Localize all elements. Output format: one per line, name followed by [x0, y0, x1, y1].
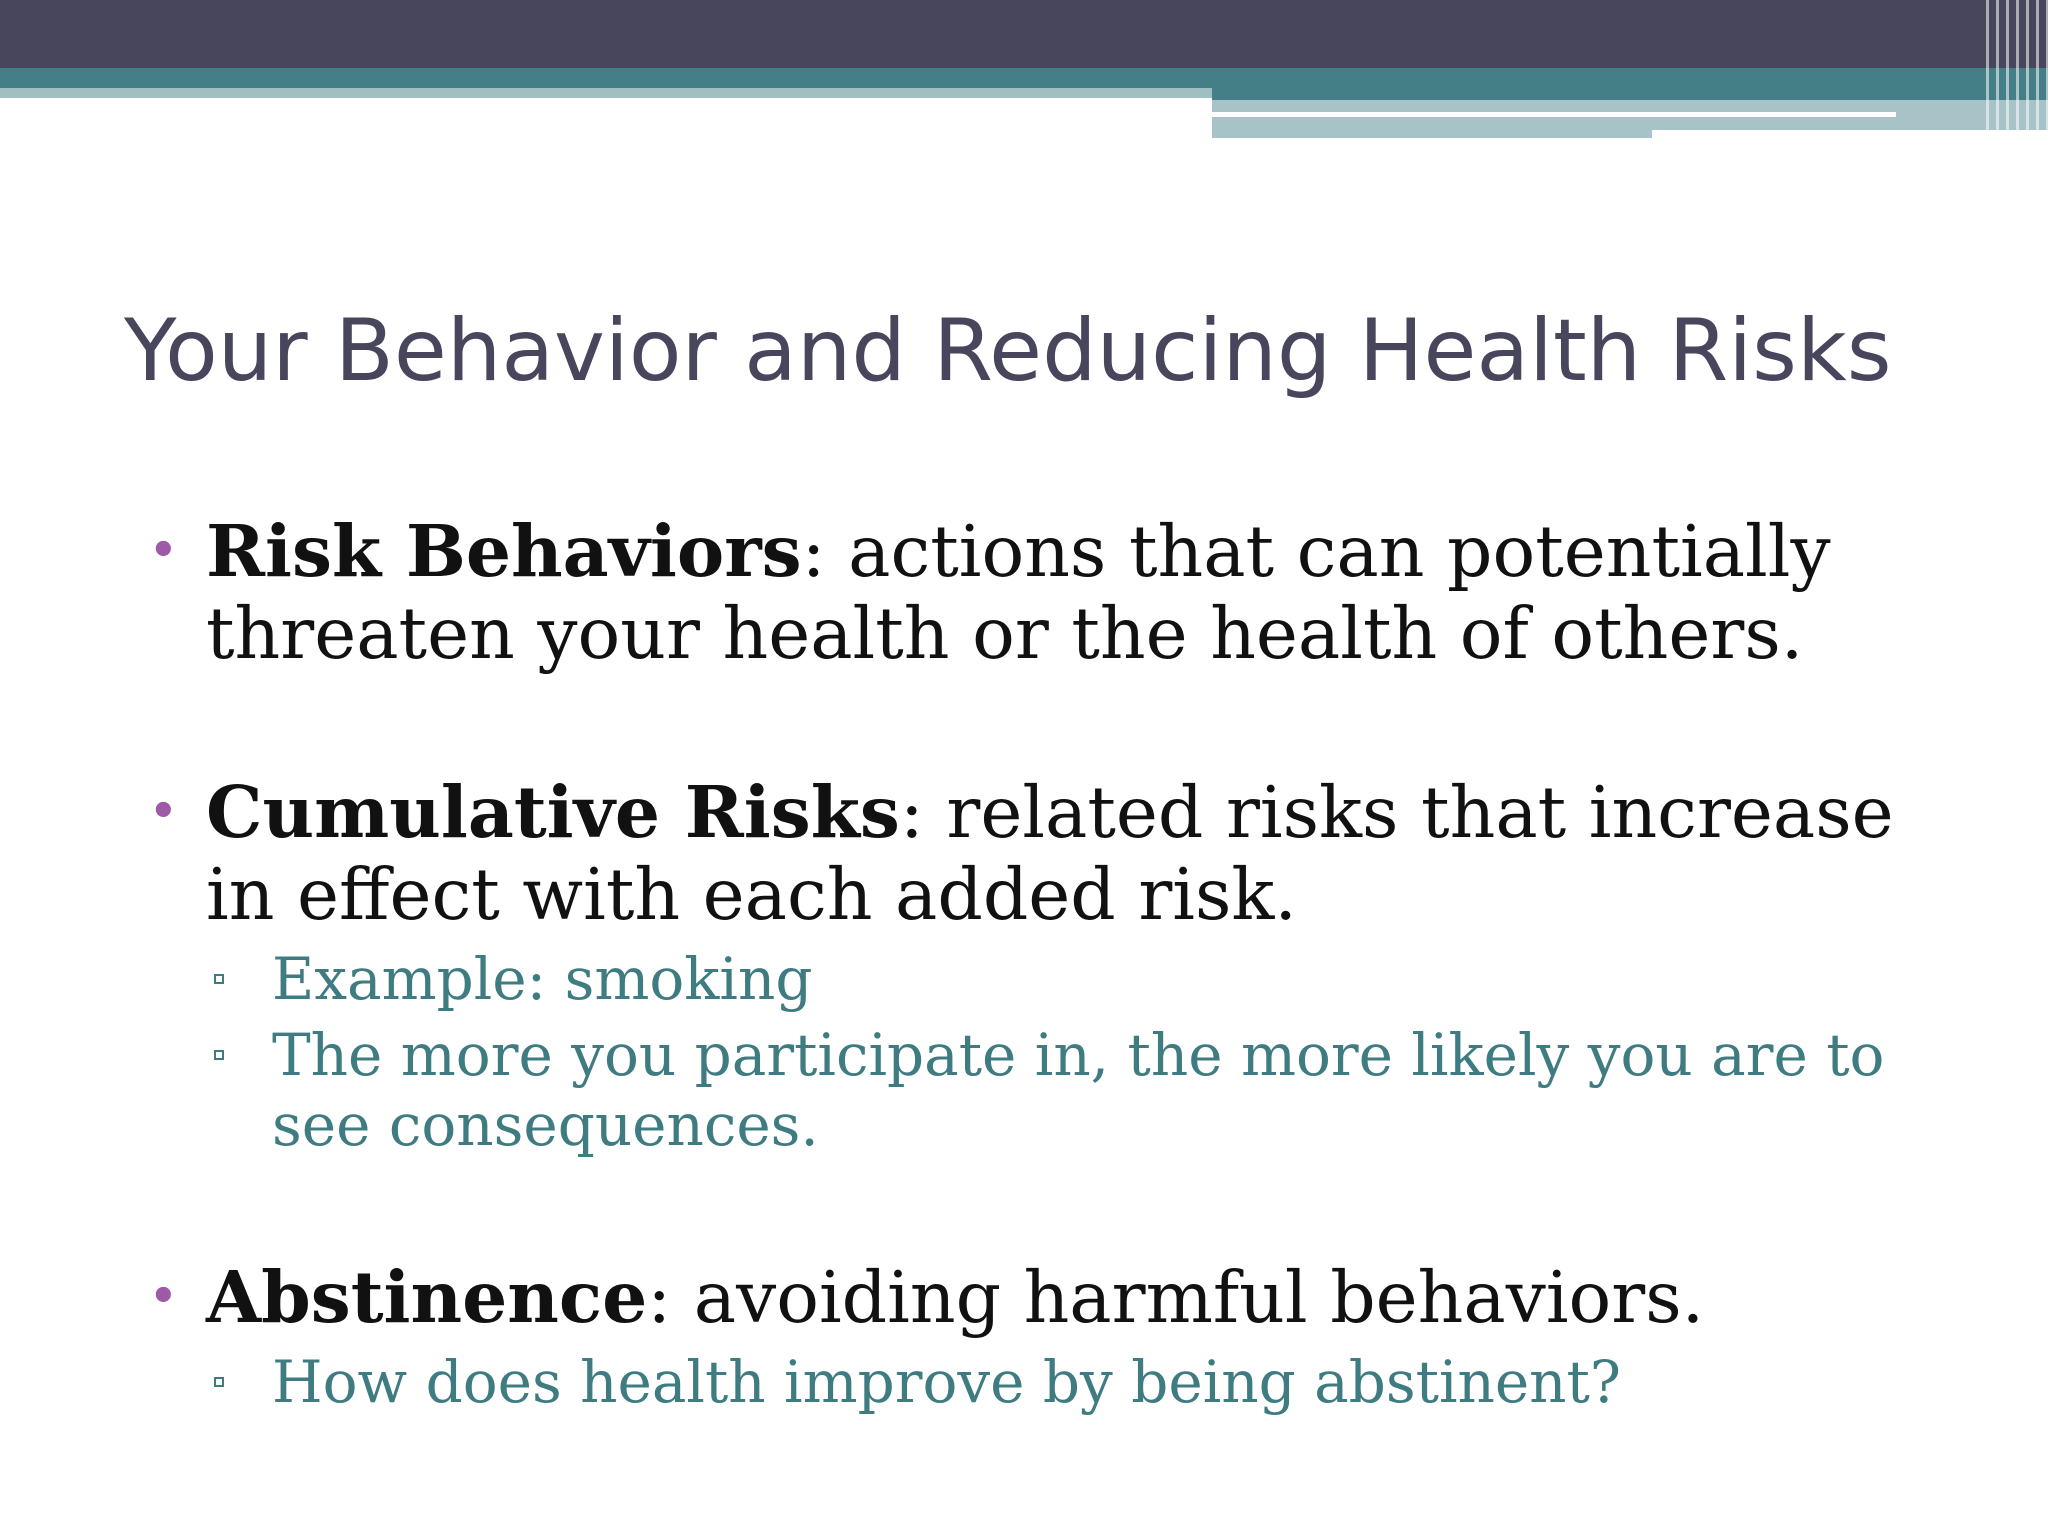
header-accent-line — [1212, 112, 1896, 117]
bullet-definition: actions that can potentially threaten your health or the health of others. — [206, 510, 1831, 675]
header-bar-dark — [0, 0, 2048, 68]
bullet-risk-behaviors — [148, 510, 1968, 675]
sub-bullet-list — [206, 1347, 1968, 1417]
bullet-definition: related risks that increase in effect with each added risk. — [206, 771, 1894, 936]
bullet-separator: : — [647, 1256, 672, 1339]
sub-bullet-example — [148, 944, 1968, 1014]
bullet-dot-icon: • — [148, 1267, 179, 1327]
slide-content — [148, 510, 1968, 1417]
bullet-dot-icon: • — [148, 521, 179, 581]
sub-bullet-consequences — [148, 1020, 1968, 1160]
sub-bullet-text: The more you participate in, the more likely you are to see consequences. — [272, 1021, 1885, 1159]
sub-bullet-list — [206, 944, 1968, 1160]
bullet-separator: : — [899, 771, 924, 854]
bullet-abstinence — [148, 1256, 1968, 1417]
sub-bullet-text: How does health improve by being abstinent? — [272, 1348, 1621, 1416]
sub-bullet-text: Example: smoking — [272, 945, 813, 1013]
header-bar-teal-right — [1212, 88, 2048, 100]
bullet-cumulative-risks — [148, 771, 1968, 1160]
bullet-term: Risk Behaviors — [206, 509, 802, 593]
header-bar-light-left — [0, 88, 1212, 98]
bullet-term: Abstinence — [206, 1255, 648, 1339]
header-bar-teal — [0, 68, 2048, 88]
bullet-definition: avoiding harmful behaviors. — [671, 1256, 1705, 1339]
square-bullet-icon — [214, 1050, 224, 1060]
header-edge-stripes — [1986, 0, 2048, 138]
bullet-separator: : — [801, 510, 826, 593]
sub-bullet-question — [148, 1347, 1968, 1417]
square-bullet-icon — [214, 1377, 224, 1387]
slide-title: Your Behavior and Reducing Health Risks — [124, 301, 1892, 401]
square-bullet-icon — [214, 974, 224, 984]
bullet-dot-icon: • — [148, 782, 179, 842]
bullet-term: Cumulative Risks — [206, 770, 900, 854]
